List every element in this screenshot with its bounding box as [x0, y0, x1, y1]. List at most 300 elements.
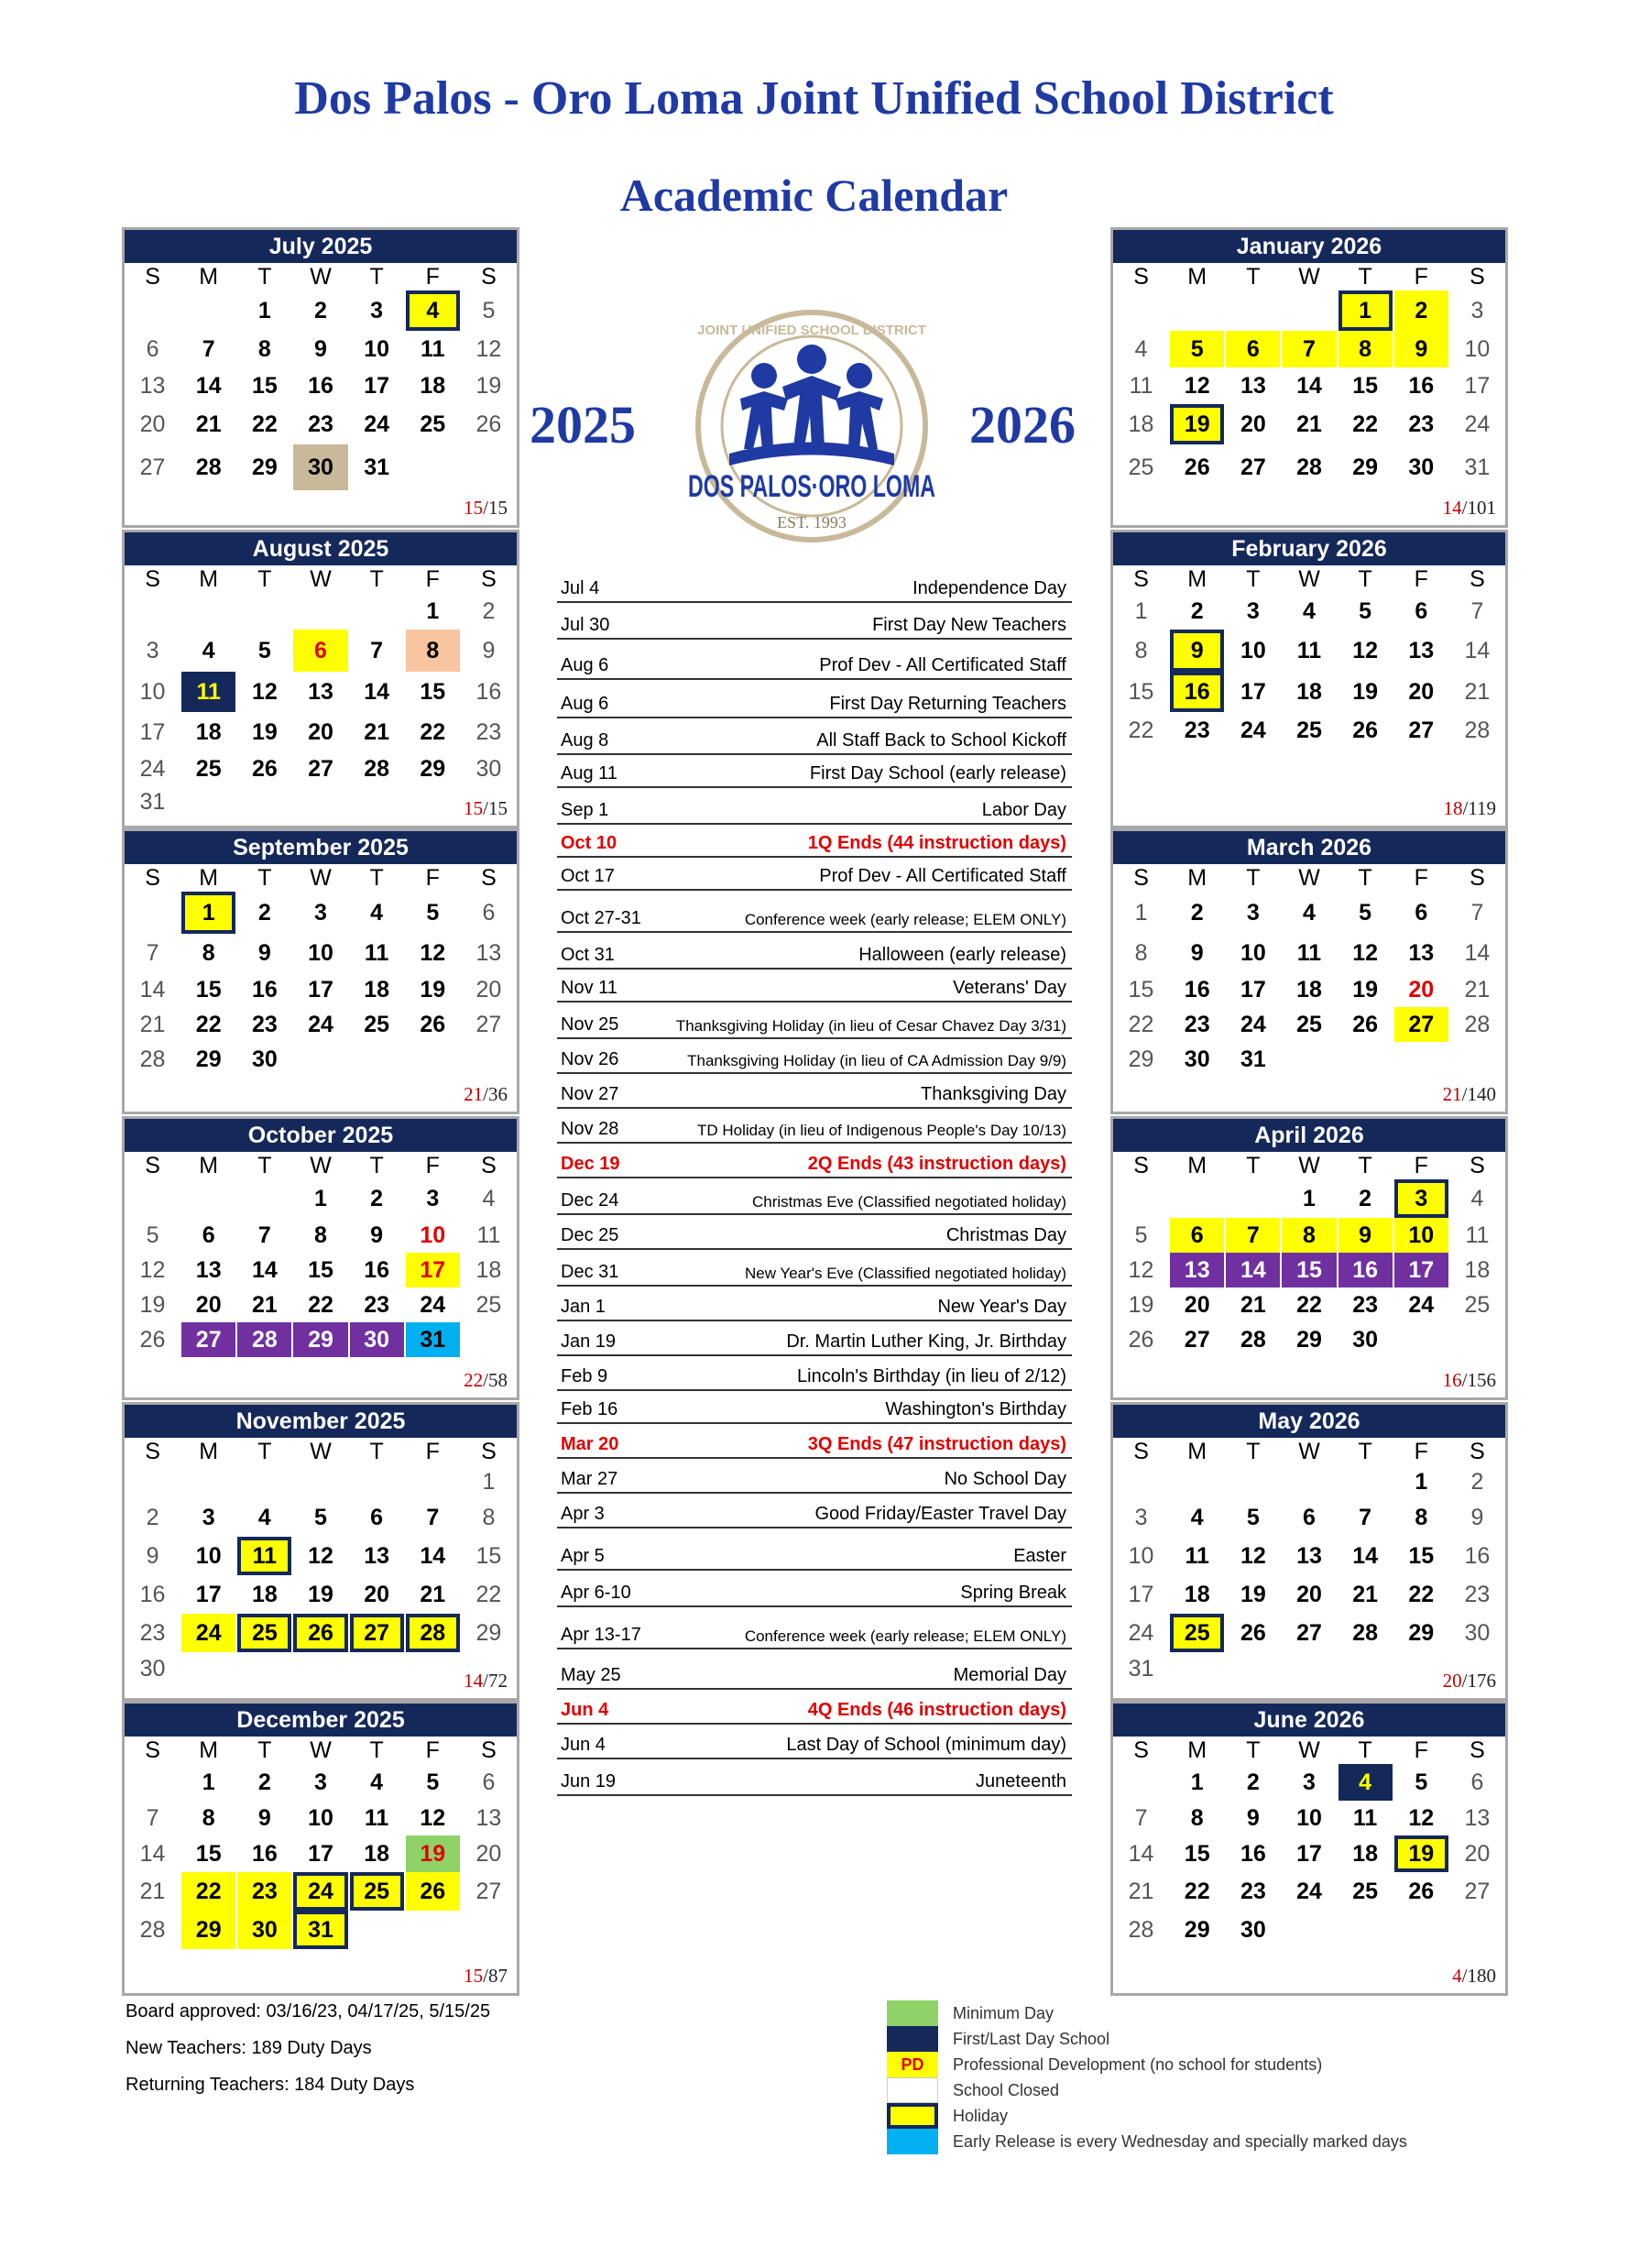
event-row: [557, 1039, 1072, 1074]
day-cell: 31: [139, 788, 166, 815]
day-cell: 3: [314, 1769, 327, 1795]
event-row: [557, 970, 1072, 1003]
day-cell: 29: [181, 1911, 235, 1949]
day-cell: 1: [1303, 1185, 1316, 1211]
month-title: August 2025: [125, 532, 517, 565]
day-cell: 3: [1246, 597, 1260, 624]
day-cell: 27: [475, 1878, 502, 1904]
event-name: Veterans' Day: [953, 978, 1066, 998]
event-row: [557, 603, 1072, 640]
empty-cell: [1282, 1911, 1336, 1949]
instruction-day-count: 22/58: [464, 1369, 508, 1391]
event-row: [557, 1287, 1072, 1321]
day-cell: 20: [1184, 1291, 1210, 1318]
weekday-label: F: [425, 1439, 440, 1464]
event-row: [557, 1459, 1072, 1494]
day-cell: 22: [1408, 1581, 1435, 1607]
weekday-label: S: [481, 1439, 497, 1464]
day-cell: 13: [1240, 372, 1266, 399]
weekday-label: S: [481, 1737, 497, 1763]
empty-cell: [1114, 1465, 1168, 1498]
empty-cell: [1226, 290, 1280, 331]
month-title: March 2026: [1113, 831, 1505, 864]
legend-label: Professional Development (no school for students): [953, 2054, 1323, 2074]
day-cell: 26: [1352, 717, 1379, 743]
day-cell: 14: [195, 372, 222, 399]
event-name: Easter: [1013, 1546, 1066, 1566]
day-cell: 24: [1240, 717, 1266, 743]
day-cell: 1: [202, 1769, 215, 1795]
day-cell: 25: [475, 1291, 502, 1318]
event-date: Oct 10: [561, 833, 617, 853]
weekday-header: [1113, 1152, 1505, 1179]
day-cell: 8: [1190, 1804, 1204, 1831]
day-cell: 16: [1184, 976, 1210, 1003]
weekday-label: F: [425, 1737, 440, 1763]
day-cell: 3: [202, 1504, 215, 1530]
day-grid: [125, 290, 517, 490]
day-cell: 26: [139, 1326, 166, 1353]
day-cell: 20: [1464, 1840, 1491, 1867]
day-cell: 6: [1415, 899, 1428, 926]
day-cell: 10: [195, 1542, 222, 1569]
empty-cell: [126, 290, 180, 331]
weekday-label: T: [369, 1737, 384, 1763]
weekday-label: S: [145, 1737, 160, 1763]
empty-cell: [237, 593, 291, 630]
day-cell: 26: [1240, 1619, 1266, 1646]
weekday-label: W: [1298, 1439, 1320, 1464]
weekday-header: [125, 263, 517, 290]
day-cell: 9: [1470, 1504, 1484, 1530]
day-cell: 26: [420, 1011, 446, 1037]
day-cell: 4: [1190, 1504, 1204, 1530]
month-title: December 2025: [125, 1704, 517, 1737]
weekday-label: T: [1246, 566, 1261, 592]
day-cell: 24: [1408, 1291, 1435, 1318]
weekday-label: T: [1358, 1153, 1372, 1178]
day-cell: 6: [482, 899, 496, 926]
day-cell: 8: [1134, 637, 1148, 663]
day-cell: 19: [1394, 1835, 1448, 1872]
weekday-label: T: [257, 865, 272, 891]
day-cell: 5: [426, 899, 440, 926]
day-cell: 8: [1338, 331, 1393, 367]
weekday-label: W: [310, 1439, 332, 1464]
weekday-label: T: [369, 264, 384, 290]
day-cell: 13: [1408, 637, 1435, 663]
event-name: Memorial Day: [953, 1665, 1066, 1685]
month-february-2026: [1110, 530, 1508, 828]
empty-cell: [1282, 1042, 1336, 1077]
event-row: [557, 1321, 1072, 1356]
day-cell: 31: [1240, 1046, 1266, 1072]
legend-swatch: [887, 2077, 938, 2103]
day-cell: 18: [475, 1256, 502, 1283]
event-date: May 25: [561, 1665, 621, 1685]
event-name: Prof Dev - All Certificated Staff: [819, 866, 1066, 886]
day-cell: 24: [181, 1614, 235, 1652]
day-cell: 11: [364, 1804, 389, 1831]
day-cell: 2: [314, 297, 327, 323]
day-cell: 18: [195, 718, 222, 745]
event-name: Dr. Martin Luther King, Jr. Birthday: [786, 1331, 1066, 1352]
legend-item: [887, 2077, 1407, 2103]
empty-cell: [1170, 1652, 1224, 1685]
legend-item: [887, 2052, 1407, 2077]
day-cell: 21: [1464, 976, 1491, 1003]
weekday-label: W: [1298, 566, 1320, 592]
day-cell: 10: [139, 678, 166, 705]
weekday-header: [1113, 1438, 1505, 1465]
legend-label: First/Last Day School: [953, 2029, 1110, 2048]
event-name: Good Friday/Easter Travel Day: [814, 1504, 1066, 1524]
day-cell: 14: [1464, 637, 1491, 663]
event-date: Nov 27: [561, 1084, 619, 1104]
day-cell: 16: [1170, 672, 1224, 712]
event-date: Jun 4: [561, 1700, 609, 1720]
day-cell: 22: [420, 718, 446, 745]
month-august-2025: [122, 530, 519, 828]
day-cell: 27: [1464, 1878, 1491, 1904]
month-may-2026: [1110, 1402, 1508, 1701]
day-cell: 21: [1352, 1581, 1379, 1607]
instruction-day-count: 14/101: [1442, 497, 1496, 519]
day-cell: 6: [1226, 331, 1280, 367]
weekday-label: S: [1133, 1153, 1149, 1178]
day-cell: 4: [370, 899, 384, 926]
day-cell: 7: [146, 939, 159, 966]
empty-cell: [126, 1465, 180, 1498]
weekday-label: W: [310, 264, 332, 290]
day-cell: 11: [1465, 1222, 1490, 1248]
event-name: New Year's Eve (Classified negotiated holiday): [745, 1265, 1066, 1282]
day-cell: 30: [1464, 1619, 1491, 1646]
day-cell: 15: [1128, 678, 1154, 705]
year-left: 2025: [530, 395, 636, 455]
weekday-label: S: [145, 566, 160, 592]
day-cell: 10: [364, 335, 390, 362]
day-cell: 1: [314, 1185, 327, 1211]
day-grid: [1113, 593, 1505, 749]
event-row: [557, 1356, 1072, 1391]
event-row: [557, 1391, 1072, 1424]
weekday-label: W: [1298, 865, 1320, 891]
month-title: January 2026: [1113, 230, 1505, 263]
empty-cell: [1450, 1911, 1504, 1949]
day-cell: 26: [1352, 1011, 1379, 1037]
weekday-label: F: [425, 566, 440, 592]
month-june-2026: [1110, 1701, 1508, 1996]
day-cell: 14: [1464, 939, 1491, 966]
day-cell: 12: [420, 939, 446, 966]
day-cell: 10: [308, 1804, 333, 1831]
day-cell: 30: [1352, 1326, 1379, 1353]
day-cell: 28: [1128, 1916, 1154, 1943]
day-cell: 10: [1296, 1804, 1322, 1831]
event-name: Halloween (early release): [858, 945, 1066, 965]
returning-teachers-days: Returning Teachers: 184 Duty Days: [126, 2075, 415, 2095]
weekday-label: T: [1358, 1439, 1372, 1464]
day-cell: 15: [308, 1256, 333, 1283]
empty-cell: [126, 1179, 180, 1218]
weekday-label: M: [1187, 264, 1207, 290]
day-cell: 28: [139, 1046, 166, 1072]
weekday-label: S: [1470, 566, 1485, 592]
weekday-header: [1113, 565, 1505, 593]
legend-item: [887, 2129, 1407, 2154]
day-grid: [125, 1465, 517, 1685]
weekday-label: S: [145, 1439, 160, 1464]
day-cell: 27: [350, 1614, 404, 1652]
day-cell: 26: [406, 1872, 460, 1911]
day-cell: 18: [364, 1840, 390, 1867]
day-cell: 27: [308, 755, 333, 782]
day-grid: [1113, 892, 1505, 1077]
day-cell: 2: [1190, 597, 1204, 624]
day-cell: 12: [1408, 1804, 1435, 1831]
day-cell: 11: [1296, 637, 1322, 663]
day-cell: 18: [251, 1581, 278, 1607]
day-cell: 4: [1303, 597, 1316, 624]
day-cell: 30: [1184, 1046, 1210, 1072]
weekday-label: M: [199, 1153, 219, 1178]
day-cell: 12: [1184, 372, 1210, 399]
day-cell: 1: [1338, 290, 1393, 331]
day-cell: 22: [475, 1581, 502, 1607]
day-cell: 29: [195, 1046, 222, 1072]
event-name: Last Day of School (minimum day): [786, 1735, 1066, 1755]
event-row: [557, 718, 1072, 755]
event-date: Aug 6: [561, 694, 609, 714]
empty-cell: [1394, 1042, 1448, 1077]
day-cell: 17: [195, 1581, 222, 1607]
weekday-label: M: [1187, 865, 1207, 891]
day-cell: 9: [1170, 630, 1224, 672]
day-cell: 14: [139, 976, 166, 1003]
day-cell: 6: [482, 1769, 496, 1795]
empty-cell: [1338, 1911, 1393, 1949]
empty-cell: [350, 1465, 404, 1498]
day-cell: 28: [195, 454, 222, 480]
day-cell: 21: [139, 1878, 166, 1904]
day-cell: 21: [364, 718, 390, 745]
day-cell: 4: [370, 1769, 384, 1795]
day-cell: 9: [257, 939, 271, 966]
day-cell: 15: [475, 1542, 502, 1569]
day-cell: 11: [1129, 372, 1153, 399]
day-cell: 12: [1128, 1256, 1154, 1283]
event-row: [557, 1074, 1072, 1109]
event-name: All Staff Back to School Kickoff: [816, 730, 1066, 751]
day-cell: 10: [1464, 335, 1491, 362]
empty-cell: [237, 1465, 291, 1498]
day-cell: 10: [420, 1222, 446, 1248]
day-cell: 27: [475, 1011, 502, 1037]
day-cell: 11: [1185, 1542, 1209, 1569]
day-cell: 11: [237, 1537, 291, 1575]
day-cell: 9: [370, 1222, 384, 1248]
empty-cell: [126, 1764, 180, 1801]
day-cell: 27: [139, 454, 166, 480]
empty-cell: [406, 444, 460, 490]
event-date: Jan 19: [561, 1331, 617, 1352]
day-cell: 2: [257, 1769, 271, 1795]
day-cell: 16: [1240, 1840, 1266, 1867]
day-cell: 19: [1128, 1291, 1154, 1318]
logo-arc-text: JOINT UNIFIED SCHOOL DISTRICT: [697, 323, 926, 338]
event-name: TD Holiday (in lieu of Indigenous People's Day 10/13): [697, 1122, 1066, 1139]
day-cell: 18: [1184, 1581, 1210, 1607]
legend-swatch: [887, 2129, 938, 2154]
day-cell: 20: [475, 976, 502, 1003]
empty-cell: [350, 1652, 404, 1685]
day-cell: 21: [420, 1581, 446, 1607]
day-cell: 20: [1408, 678, 1435, 705]
event-date: Nov 28: [561, 1119, 619, 1139]
day-cell: 12: [1352, 939, 1379, 966]
events-list: [557, 568, 1072, 1796]
day-cell: 24: [139, 755, 166, 782]
day-cell: 16: [1464, 1542, 1491, 1569]
day-cell: 22: [1128, 717, 1154, 743]
day-cell: 17: [308, 976, 333, 1003]
month-title: February 2026: [1113, 532, 1505, 565]
year-right: 2026: [969, 395, 1076, 455]
day-cell: 16: [308, 372, 333, 399]
day-cell: 5: [1170, 331, 1224, 367]
day-cell: 16: [139, 1581, 166, 1607]
day-cell: 23: [1352, 1291, 1379, 1318]
legend-item: [887, 2026, 1407, 2052]
day-cell: 23: [475, 718, 502, 745]
day-cell: 2: [1246, 1769, 1260, 1795]
empty-cell: [1338, 1042, 1393, 1077]
weekday-label: F: [425, 865, 440, 891]
day-cell: 7: [370, 637, 384, 663]
empty-cell: [126, 892, 180, 934]
day-cell: 27: [1408, 717, 1435, 743]
day-grid: [125, 1764, 517, 1949]
day-cell: 10: [1128, 1542, 1154, 1569]
day-cell: 22: [1184, 1878, 1210, 1904]
event-row: [557, 1725, 1072, 1759]
empty-cell: [181, 593, 235, 630]
weekday-header: [125, 565, 517, 593]
day-cell: 17: [1296, 1840, 1322, 1867]
day-cell: 23: [308, 411, 333, 437]
day-cell: 16: [1408, 372, 1435, 399]
day-cell: 26: [1408, 1878, 1435, 1904]
day-cell: 9: [1338, 1218, 1393, 1253]
empty-cell: [462, 1911, 516, 1949]
empty-cell: [293, 1652, 347, 1685]
day-cell: 6: [370, 1504, 384, 1530]
weekday-label: T: [1246, 1439, 1261, 1464]
weekday-label: T: [257, 1737, 272, 1763]
empty-cell: [181, 1652, 235, 1685]
day-cell: 11: [364, 939, 389, 966]
event-name: 4Q Ends (46 instruction days): [807, 1700, 1066, 1720]
event-date: Jan 1: [561, 1297, 606, 1317]
day-cell: 16: [251, 976, 278, 1003]
legend-label: Minimum Day: [953, 2003, 1054, 2022]
day-cell: 7: [257, 1222, 271, 1248]
day-cell: 19: [251, 718, 278, 745]
day-cell: 4: [1338, 1764, 1393, 1801]
day-cell: 16: [364, 1256, 390, 1283]
day-cell: 19: [139, 1291, 166, 1318]
event-name: Lincoln's Birthday (in lieu of 2/12): [797, 1366, 1066, 1386]
event-name: Conference week (early release; ELEM ONLY): [744, 911, 1066, 928]
logo-name: DOS PALOS·ORO LOMA: [688, 469, 935, 504]
day-cell: 6: [1303, 1504, 1316, 1530]
event-row: [557, 933, 1072, 970]
weekday-label: F: [425, 1153, 440, 1178]
legend-swatch: [887, 2000, 938, 2026]
day-cell: 30: [350, 1322, 404, 1357]
day-cell: 4: [406, 290, 460, 331]
day-cell: 2: [1359, 1185, 1372, 1211]
day-cell: 14: [1128, 1840, 1154, 1867]
event-date: Mar 27: [561, 1469, 618, 1489]
empty-cell: [237, 1179, 291, 1218]
day-cell: 14: [139, 1840, 166, 1867]
event-date: Apr 5: [561, 1546, 605, 1566]
weekday-label: F: [1414, 264, 1428, 290]
day-cell: 6: [293, 630, 347, 672]
day-cell: 8: [257, 335, 271, 362]
day-grid: [125, 1179, 517, 1357]
day-cell: 4: [202, 637, 215, 663]
weekday-label: W: [1298, 1737, 1320, 1763]
weekday-label: W: [310, 566, 332, 592]
month-april-2026: [1110, 1116, 1508, 1400]
event-name: Prof Dev - All Certificated Staff: [819, 655, 1066, 675]
day-cell: 26: [251, 755, 278, 782]
empty-cell: [1338, 1465, 1393, 1498]
board-approved: Board approved: 03/16/23, 04/17/25, 5/15/25: [126, 2001, 491, 2021]
day-cell: 30: [1408, 454, 1435, 480]
event-name: No School Day: [944, 1469, 1066, 1489]
weekday-label: M: [1187, 1737, 1207, 1763]
day-cell: 22: [1352, 411, 1379, 437]
event-row: [557, 1003, 1072, 1039]
day-cell: 6: [146, 335, 159, 362]
day-cell: 5: [146, 1222, 159, 1248]
day-cell: 13: [1408, 939, 1435, 966]
day-cell: 13: [475, 939, 502, 966]
event-date: Nov 25: [561, 1014, 619, 1035]
day-cell: 3: [426, 1185, 440, 1211]
month-september-2025: [122, 828, 519, 1114]
day-cell: 9: [314, 335, 327, 362]
day-cell: 14: [420, 1542, 446, 1569]
day-cell: 25: [1170, 1614, 1224, 1652]
day-cell: 27: [1184, 1326, 1210, 1353]
event-date: Aug 11: [561, 763, 617, 783]
empty-cell: [1394, 1652, 1448, 1685]
empty-cell: [350, 593, 404, 630]
day-cell: 26: [475, 411, 502, 437]
day-cell: 15: [195, 976, 222, 1003]
day-cell: 16: [475, 678, 502, 705]
instruction-day-count: 15/87: [464, 1965, 508, 1987]
day-cell: 20: [195, 1291, 222, 1318]
day-cell: 24: [1128, 1619, 1154, 1646]
day-cell: 14: [1226, 1253, 1280, 1287]
weekday-label: S: [481, 1153, 497, 1178]
